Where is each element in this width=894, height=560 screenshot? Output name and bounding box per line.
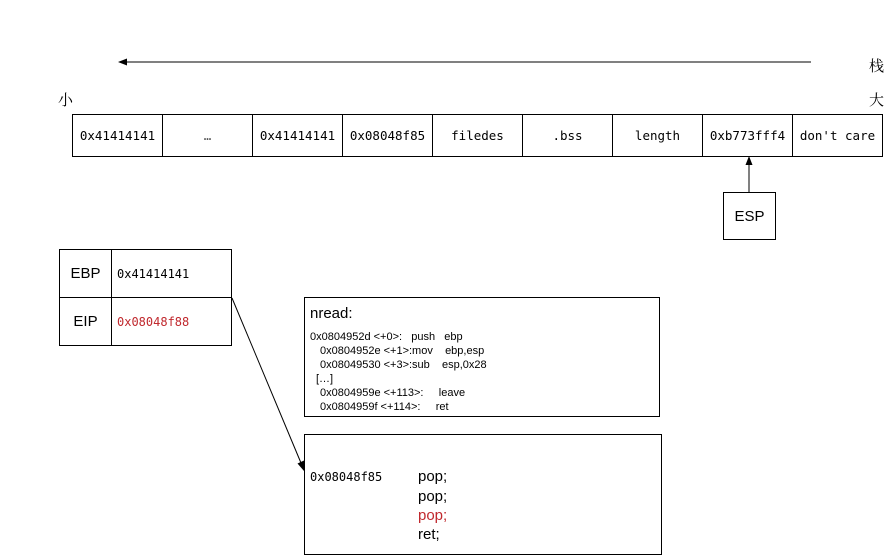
rop-gadget-box <box>304 434 662 555</box>
stack-cell: don't care <box>793 115 883 156</box>
register-name: EIP <box>60 298 112 345</box>
stack-cell: 0x41414141 <box>73 115 163 156</box>
register-value: 0x41414141 <box>117 266 190 281</box>
disassembly-line: 0x0804952e <+1>:mov ebp,esp <box>320 345 485 357</box>
esp-pointer-arrowhead <box>746 156 753 165</box>
small-end-label: 小 <box>58 91 74 109</box>
register-table <box>59 249 232 346</box>
stack-cell: 0x08048f85 <box>343 115 433 156</box>
direction-arrowhead <box>118 59 127 66</box>
nread-disassembly-box <box>304 297 660 417</box>
stack-cell: length <box>613 115 703 156</box>
disassembly-line: 0x0804959e <+113>: leave <box>320 387 466 399</box>
gadget-instruction: pop; <box>418 468 448 485</box>
register-value-highlighted: 0x08048f88 <box>117 314 190 329</box>
disassembly-line: 0x0804952d <+0>: push ebp <box>310 331 463 343</box>
register-name: EBP <box>60 250 112 297</box>
gadget-instruction: ret; <box>418 526 440 543</box>
stack-memory-row <box>72 114 883 157</box>
esp-box: ESP <box>723 192 776 240</box>
stack-cell: filedes <box>433 115 523 156</box>
stack-cell: … <box>163 115 253 156</box>
stack-label: 栈 <box>869 57 885 75</box>
register-row-eip <box>60 297 231 345</box>
stack-cell: 0x41414141 <box>253 115 343 156</box>
disassembly-line: […] <box>316 373 334 385</box>
gadget-instruction: pop; <box>418 488 448 505</box>
nread-title: nread: <box>310 305 353 322</box>
gadget-address: 0x08048f85 <box>310 470 383 484</box>
gadget-instruction-highlighted: pop; <box>418 507 448 524</box>
stack-cell: 0xb773fff4 <box>703 115 793 156</box>
large-end-label: 大 <box>869 91 885 109</box>
register-row-ebp <box>60 250 231 297</box>
eip-connector-arrow <box>232 298 301 463</box>
disassembly-line: 0x08049530 <+3>:sub esp,0x28 <box>320 359 487 371</box>
disassembly-line: 0x0804959f <+114>: ret <box>320 401 449 413</box>
stack-cell: .bss <box>523 115 613 156</box>
